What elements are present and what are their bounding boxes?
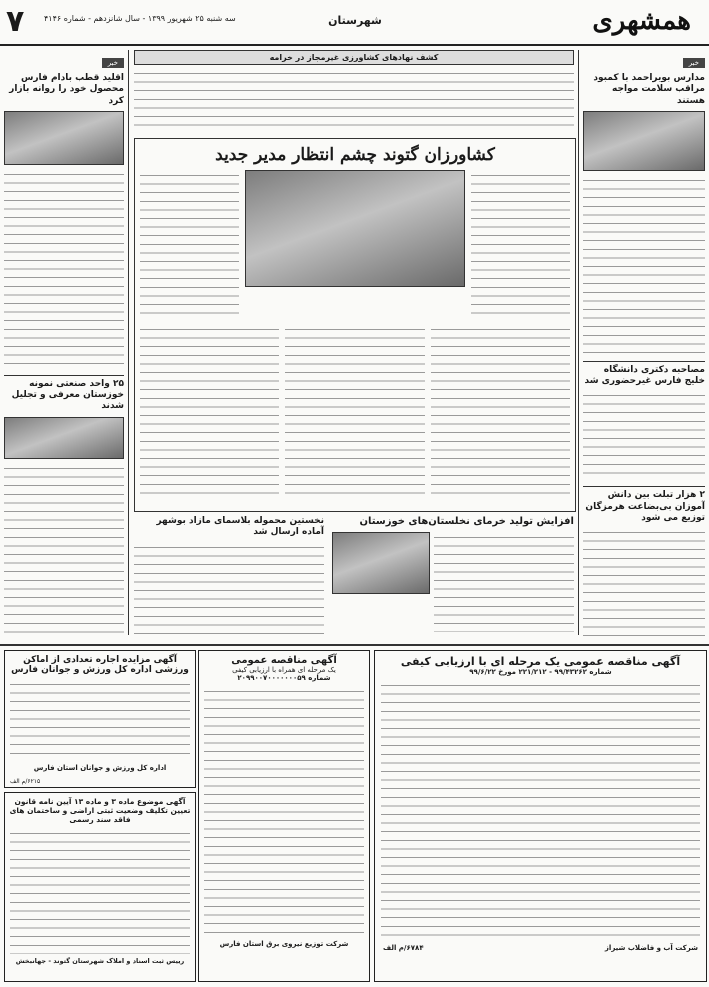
- main-story: [134, 138, 576, 512]
- ad-water-tender: [374, 650, 707, 982]
- story-title: نخستین محموله بلاسمای مازاد بوشهر آماده ارسال شد: [156, 516, 324, 538]
- ad-body: [10, 828, 190, 954]
- date-story: [330, 516, 574, 640]
- story-body: [583, 175, 705, 355]
- ad-number: شماره ۹۹/۴۳۲۶۲ - ۲۲۱/۲۱۲ مورخ ۹۹/۶/۲۲: [469, 668, 612, 676]
- dateline: سه شنبه ۲۵ شهریور ۱۳۹۹ - سال شانزدهم - شماره ۴۱۴۶: [44, 14, 236, 23]
- section-name: شهرستان: [328, 14, 382, 27]
- main-headline: کشاورزان گتوند چشم انتظار مدیر جدید: [215, 145, 495, 165]
- newspaper-logo: همشهری: [592, 6, 691, 36]
- story-photo: [583, 111, 705, 171]
- story-body: [471, 170, 570, 320]
- kicker-banner: کشف نهادهای کشاورزی غیرمجاز در خرامه: [134, 50, 574, 65]
- ad-land-registry: [4, 792, 196, 982]
- story-body: [4, 169, 124, 369]
- masthead: [0, 0, 709, 46]
- story-photo: [4, 111, 124, 165]
- left-column: [4, 50, 124, 640]
- top-strip: [134, 50, 574, 130]
- story-body: [285, 324, 424, 494]
- story-body: [431, 324, 570, 494]
- ad-title: آگهی مناقصه عمومی یک مرحله ای با ارزیابی کیفی: [400, 655, 681, 668]
- story-title: مصاحبه دکتری دانشگاه خلیج فارس غیرحضوری شد: [583, 361, 705, 388]
- ad-footer: شرکت آب و فاضلاب شیراز: [604, 944, 698, 952]
- dates-photo: [332, 532, 430, 594]
- ad-body: [381, 680, 700, 940]
- story-body: [4, 463, 124, 641]
- story-body: [583, 390, 705, 480]
- story-body: [140, 170, 239, 320]
- plasma-story: [134, 516, 324, 640]
- story-title: ۲۵ واحد صنعتی نمونه خوزستان معرفی و تجلیل شدند: [4, 375, 124, 413]
- ad-code: ۶۷۸۴/م الف: [383, 944, 424, 952]
- story-body: [583, 527, 705, 640]
- news-tag: خبر: [102, 58, 124, 68]
- page-number: ۷: [6, 4, 25, 39]
- story-title: ۲ هزار تبلت بین دانش آموزان بی‌بضاعت هرمزگان توزیع می شود: [583, 486, 705, 524]
- story-body: [434, 532, 574, 632]
- column-rule: [578, 50, 579, 635]
- story-title: افزایش تولید خرمای نخلستان‌های خوزستان: [359, 516, 574, 527]
- ad-title: آگهی موضوع ماده ۳ و ماده ۱۳ آیین نامه قانون تعیین تکلیف وضعیت ثبتی اراضی و ساختمان های فاقد سند رسمی: [9, 797, 191, 824]
- ad-subtitle: یک مرحله ای همراه با ارزیابی کیفی: [232, 666, 336, 674]
- story-body: [134, 68, 574, 130]
- ad-footer: اداره کل ورزش و جوانان استان فارس: [33, 764, 167, 772]
- ad-sports-auction: [4, 650, 196, 788]
- right-column: [583, 50, 705, 640]
- column-rule: [128, 50, 129, 635]
- ad-footer: رییس ثبت اسناد و املاک شهرستان گتوند - جهانبخش: [15, 957, 185, 965]
- story-title: مدارس بویراحمد با کمبود مراقب سلامت مواجه هستند: [593, 73, 705, 106]
- tractor-photo: [245, 170, 465, 287]
- ad-electricity-tender: [198, 650, 370, 982]
- story-body: [140, 324, 279, 494]
- news-tag: خبر: [683, 58, 705, 68]
- story-body: [134, 542, 324, 641]
- ad-number: شماره ۲۰۹۹۰۰۷۰۰۰۰۰۰۰۵۹: [237, 674, 331, 682]
- ad-body: [10, 679, 190, 761]
- story-title: اقلید قطب بادام فارس محصول خود را روانه بازار کرد: [9, 73, 124, 106]
- ad-code: ۶۲۱۵/م الف: [10, 778, 41, 785]
- ad-title: آگهی مزایده اجاره تعدادی از اماکن ورزشی اداره کل ورزش و جوانان فارس: [11, 655, 189, 675]
- ad-title: آگهی مناقصه عمومی: [231, 655, 337, 666]
- story-photo: [4, 417, 124, 459]
- ad-footer: شرکت توزیع نیروی برق استان فارس: [219, 940, 349, 948]
- ad-section-rule: [0, 644, 709, 646]
- ad-body: [204, 686, 364, 936]
